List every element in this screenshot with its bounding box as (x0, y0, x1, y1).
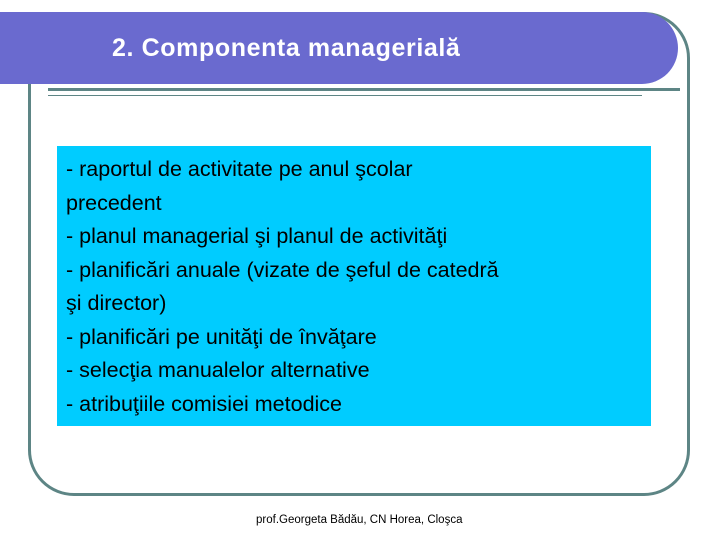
content-line: - planificări pe unităţi de învăţare (66, 324, 377, 349)
content-line: - selecţia manualelor alternative (66, 358, 370, 382)
title-underline (48, 88, 680, 91)
content-line: - planul managerial şi planul de activităţi (66, 224, 448, 248)
content-line: - raportul de activitate pe anul şcolar (66, 157, 413, 181)
title-underline-thin (48, 95, 642, 96)
content-line: - atribuţiile comisiei metodice (66, 391, 343, 416)
content-list (66, 153, 499, 421)
content-line: - planificări anuale (vizate de şeful de catedră (66, 257, 499, 282)
content-line: precedent (66, 190, 162, 215)
slide-title: 2. Componenta managerială (112, 34, 461, 62)
slide-footer: prof.Georgeta Bădău, CN Horea, Cloşca (256, 514, 463, 526)
content-box (57, 146, 651, 426)
content-line: şi director) (66, 291, 167, 315)
